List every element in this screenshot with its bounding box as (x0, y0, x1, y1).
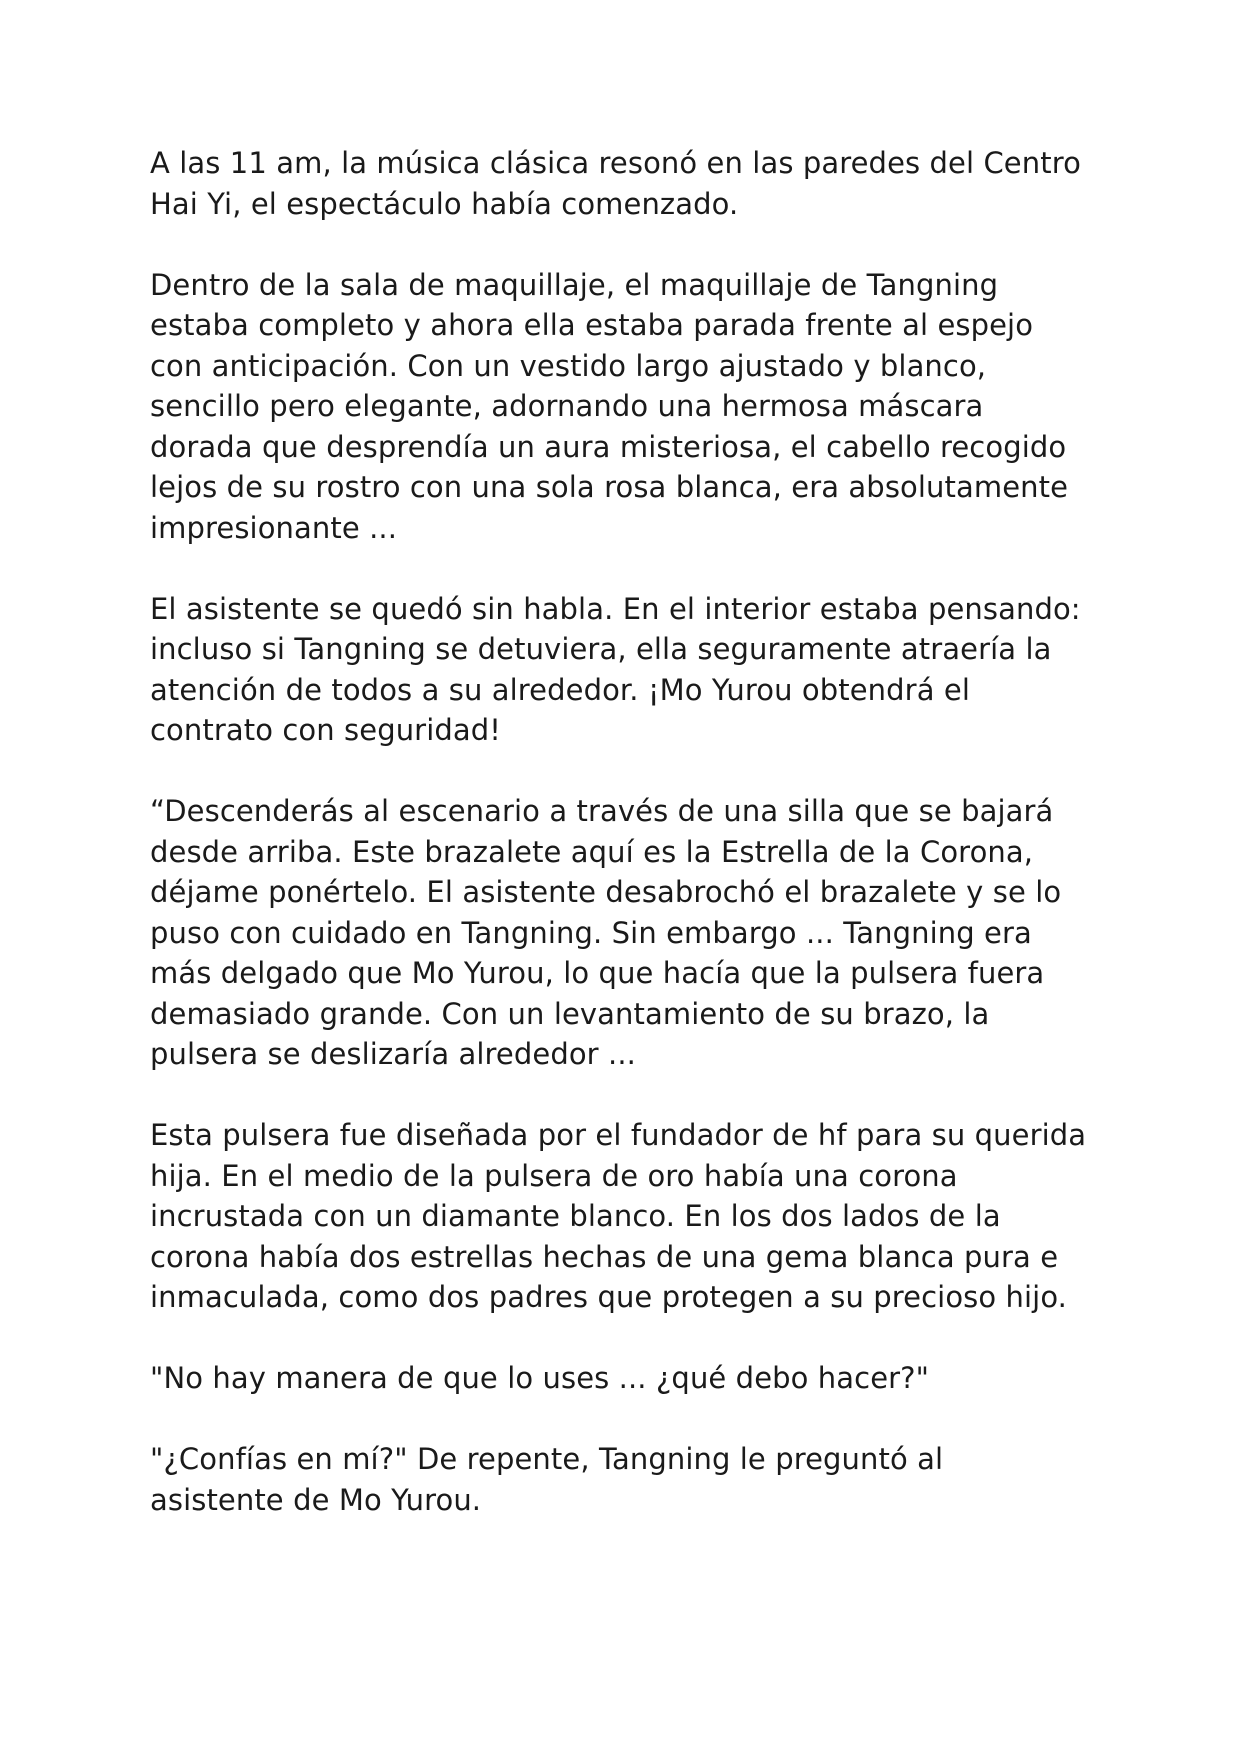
paragraph-3: El asistente se quedó sin habla. En el interior estaba pensando: incluso si Tangning se detuviera, ella seguramente atraería la atención de todos a su alrededor. ¡Mo Yurou obtendrá el contrato con seguridad! (150, 591, 1081, 747)
document-body (150, 143, 1100, 1561)
paragraph-1: A las 11 am, la música clásica resonó en las paredes del Centro Hai Yi, el espectáculo había comenzado. (150, 146, 1081, 221)
paragraph-7: "¿Confías en mí?" De repente, Tangning le preguntó al asistente de Mo Yurou. (150, 1442, 944, 1517)
paragraph-5: Esta pulsera fue diseñada por el fundador de hf para su querida hija. En el medio de la pulsera de oro había una corona incrustada con un diamante blanco. En los dos lados de la corona había dos estrellas hechas de una gema blanca pura e inmaculada, como dos padres que protegen a su precioso hijo. (150, 1118, 1087, 1314)
paragraph-2: Dentro de la sala de maquillaje, el maquillaje de Tangning estaba completo y ahora ella estaba parada frente al espejo con anticipación. Con un vestido largo ajustado y blanco, sencillo pero elegante, adornando una hermosa máscara dorada que desprendía un aura misteriosa, el cabello recogido lejos de su rostro con una sola rosa blanca, era absolutamente impresionante ... (150, 267, 1069, 545)
paragraph-4: “Descenderás al escenario a través de una silla que se bajará desde arriba. Este brazalete aquí es la Estrella de la Corona, déjame ponértelo. El asistente desabrochó el brazalete y se lo puso con cuidado en Tangning. Sin embargo ... Tangning era más delgado que Mo Yurou, lo que hacía que la pulsera fuera demasiado grande. Con un levantamiento de su brazo, la pulsera se deslizaría alrededor ... (150, 794, 1062, 1071)
paragraph-6: "No hay manera de que lo uses ... ¿qué debo hacer?" (150, 1361, 930, 1395)
